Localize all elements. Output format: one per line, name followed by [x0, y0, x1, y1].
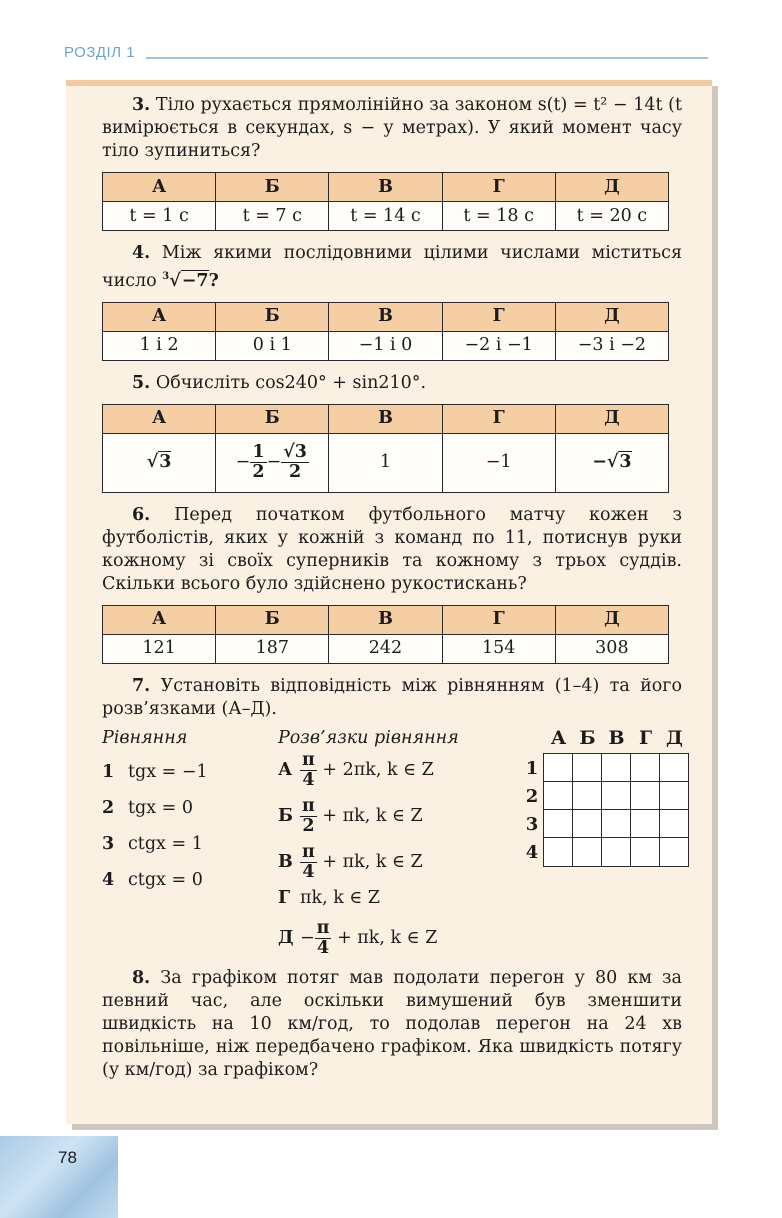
grid-cell[interactable] — [630, 781, 660, 811]
equation-key: 1 — [102, 761, 115, 782]
question-6 — [102, 504, 682, 596]
solution-item — [278, 797, 423, 836]
question-7 — [102, 675, 682, 721]
option-header: Б — [216, 605, 329, 634]
minus-sign: − — [266, 452, 282, 473]
option-value[interactable]: t = 7 с — [216, 202, 329, 231]
option-value[interactable]: 308 — [555, 634, 668, 663]
grid-row — [520, 839, 689, 867]
grid-column-label: Г — [638, 726, 653, 749]
option-header: А — [103, 404, 216, 433]
option-header: А — [103, 605, 216, 634]
numerator: π — [302, 795, 315, 816]
question-number: 3. — [132, 95, 151, 115]
grid-cell[interactable] — [543, 753, 573, 783]
option-value[interactable]: 121 — [103, 634, 216, 663]
equation-text: tgx = 0 — [128, 797, 194, 818]
fraction — [300, 751, 317, 790]
question-text: Тіло рухається прямолінійно за законом s(t) = t² − 14t (t вимірюється в секундах, s − у метрах). У який момент часу тіло зупиниться? — [102, 95, 682, 161]
grid-cell[interactable] — [601, 753, 631, 783]
denominator: 4 — [302, 769, 315, 790]
solution-text: + πk, k ∈ Z — [322, 805, 423, 826]
cube-root-expression: $^3$√−7 — [162, 270, 209, 291]
option-header: В — [329, 173, 442, 202]
sqrt-expression: −√3 — [592, 452, 632, 473]
grid-column-label: А — [550, 726, 567, 749]
answer-table-5 — [102, 404, 669, 493]
grid-row-label: 3 — [525, 814, 539, 836]
numerator: 1 — [252, 442, 265, 463]
grid-cell[interactable] — [543, 781, 573, 811]
option-header: Д — [555, 302, 668, 331]
solution-key: Б — [278, 805, 293, 826]
answer-table-3 — [102, 172, 669, 231]
solution-text: + πk, k ∈ Z — [337, 927, 438, 948]
fraction — [281, 443, 309, 482]
grid-row — [520, 783, 689, 811]
radical-index: 3 — [162, 271, 170, 282]
grid-column-label: Б — [579, 726, 596, 749]
grid-column-label: В — [608, 726, 625, 749]
numerator: √3 — [283, 442, 307, 463]
radicand: 3 — [294, 442, 307, 463]
option-value[interactable]: 1 — [329, 433, 442, 492]
grid-cell[interactable] — [572, 809, 602, 839]
radicand: −7 — [181, 270, 209, 291]
option-value[interactable]: −1 і 0 — [329, 331, 442, 360]
matching-block — [102, 727, 682, 967]
equation-text: ctgx = 0 — [128, 869, 203, 890]
denominator: 2 — [302, 815, 315, 836]
grid-cell[interactable] — [601, 781, 631, 811]
option-value[interactable] — [555, 433, 668, 492]
grid-cell[interactable] — [659, 837, 689, 867]
radicand: 3 — [159, 452, 172, 473]
solution-key: Д — [278, 927, 294, 948]
equation-key: 4 — [102, 869, 115, 890]
solution-text: πk, k ∈ Z — [300, 887, 381, 908]
equation-item — [102, 869, 203, 892]
solution-text: + 2πk, k ∈ Z — [322, 759, 434, 780]
option-value[interactable]: t = 18 с — [442, 202, 555, 231]
numerator: π — [316, 917, 330, 938]
solution-item — [278, 751, 434, 790]
answer-table-4 — [102, 302, 669, 361]
question-text: Перед початком футбольного матчу кожен з футболістів, яких у кожній з команд по 11, потиснув руки кожному зі своїх суперників та кожному з трьох суддів. Скільки всього було здійснено рукостискань? — [102, 504, 682, 594]
question-number: 8. — [132, 967, 151, 988]
page-number-block — [0, 1136, 118, 1218]
option-value[interactable]: 0 і 1 — [216, 331, 329, 360]
option-header: А — [103, 173, 216, 202]
option-header: Б — [216, 404, 329, 433]
option-value[interactable]: −3 і −2 — [555, 331, 668, 360]
question-4 — [102, 242, 682, 293]
page-number: 78 — [58, 1148, 77, 1167]
question-text: За графіком потяг мав подолати перегон у 80 км за певний час, але оскільки вимушений був зменшити швидкість на 10 км/год, то подолав перегон на 24 хв повільніше, ніж передбачено графіком. Яка швидкість потягу (у км/год) за графіком? — [102, 967, 682, 1080]
option-header: Г — [442, 302, 555, 331]
grid-cell[interactable] — [630, 837, 660, 867]
option-header: Г — [442, 173, 555, 202]
denominator: 2 — [288, 462, 302, 483]
option-value[interactable]: 1 і 2 — [103, 331, 216, 360]
option-header: В — [329, 605, 442, 634]
option-value[interactable]: 154 — [442, 634, 555, 663]
option-header: Г — [442, 605, 555, 634]
question-number: 7. — [132, 675, 151, 696]
minus-sign: − — [300, 927, 315, 948]
grid-cell[interactable] — [543, 837, 573, 867]
answer-table-6 — [102, 605, 669, 664]
question-mark: ? — [208, 270, 219, 291]
question-3 — [102, 94, 682, 163]
question-number: 5. — [132, 372, 151, 393]
equation-item — [102, 797, 193, 820]
section-divider — [146, 57, 708, 59]
option-header: В — [329, 404, 442, 433]
question-5 — [102, 372, 682, 395]
fraction — [300, 843, 317, 882]
grid-cell[interactable] — [601, 809, 631, 839]
option-value[interactable] — [216, 433, 329, 492]
option-header: Д — [555, 404, 668, 433]
grid-row-label: 2 — [525, 786, 539, 808]
option-value[interactable]: 242 — [329, 634, 442, 663]
option-header: Д — [555, 173, 668, 202]
option-value[interactable]: −2 і −1 — [442, 331, 555, 360]
minus-sign: − — [235, 452, 251, 473]
equation-item — [102, 833, 203, 856]
option-value[interactable]: t = 1 с — [103, 202, 216, 231]
question-text: Між якими послідовними цілими числами міститься число — [102, 243, 682, 291]
solution-item — [278, 919, 437, 958]
option-header: А — [103, 302, 216, 331]
grid-cell[interactable] — [543, 809, 573, 839]
fraction — [300, 797, 317, 836]
denominator: 2 — [252, 462, 265, 483]
grid-cell[interactable] — [572, 837, 602, 867]
denominator: 4 — [316, 937, 330, 958]
grid-row — [520, 755, 689, 783]
solution-key: В — [278, 851, 293, 872]
option-value[interactable]: t = 20 с — [555, 202, 668, 231]
solution-text: + πk, k ∈ Z — [322, 851, 423, 872]
answer-grid-header — [544, 727, 689, 750]
grid-cell[interactable] — [630, 753, 660, 783]
grid-cell[interactable] — [659, 753, 689, 783]
option-value[interactable]: t = 14 с — [329, 202, 442, 231]
grid-cell[interactable] — [572, 781, 602, 811]
answer-grid — [520, 755, 689, 867]
grid-cell[interactable] — [572, 753, 602, 783]
question-number: 6. — [132, 504, 151, 525]
grid-row-label: 1 — [525, 758, 539, 780]
grid-row — [520, 811, 689, 839]
solution-key: Г — [278, 887, 291, 908]
fraction — [250, 443, 266, 482]
equation-text: ctgx = 1 — [128, 833, 203, 854]
equation-key: 3 — [102, 833, 115, 854]
denominator: 4 — [302, 861, 315, 882]
solution-item — [278, 887, 380, 910]
option-header: Б — [216, 173, 329, 202]
option-value[interactable]: 187 — [216, 634, 329, 663]
equation-item — [102, 761, 208, 784]
fraction — [315, 919, 332, 958]
numerator: π — [302, 749, 315, 770]
sqrt-expression: √3 — [146, 452, 172, 473]
option-value[interactable] — [103, 433, 216, 492]
grid-cell[interactable] — [659, 809, 689, 839]
option-header: Д — [555, 605, 668, 634]
equation-key: 2 — [102, 797, 115, 818]
radicand: 3 — [619, 452, 632, 473]
solution-key: А — [278, 759, 293, 780]
grid-cell[interactable] — [630, 809, 660, 839]
exercise-content — [102, 94, 682, 1082]
option-header: Б — [216, 302, 329, 331]
grid-column-label: Д — [666, 726, 683, 749]
solution-item — [278, 843, 423, 882]
section-title: РОЗДІЛ 1 — [64, 44, 136, 61]
grid-cell[interactable] — [659, 781, 689, 811]
grid-cell[interactable] — [601, 837, 631, 867]
equation-text: tgx = −1 — [128, 761, 208, 782]
option-header: Г — [442, 404, 555, 433]
question-number: 4. — [132, 243, 151, 263]
option-value[interactable]: −1 — [442, 433, 555, 492]
grid-row-label: 4 — [525, 842, 539, 864]
option-header: В — [329, 302, 442, 331]
question-text: Обчисліть cos240° + sin210°. — [155, 372, 427, 393]
question-text: Установіть відповідність між рівнянням (1–4) та його розв’язками (А–Д). — [102, 675, 682, 719]
equations-title: Рівняння — [102, 727, 188, 748]
minus-sign: − — [592, 452, 607, 473]
numerator: π — [302, 841, 315, 862]
solutions-title: Розв’язки рівняння — [278, 727, 459, 748]
question-8 — [102, 967, 682, 1082]
